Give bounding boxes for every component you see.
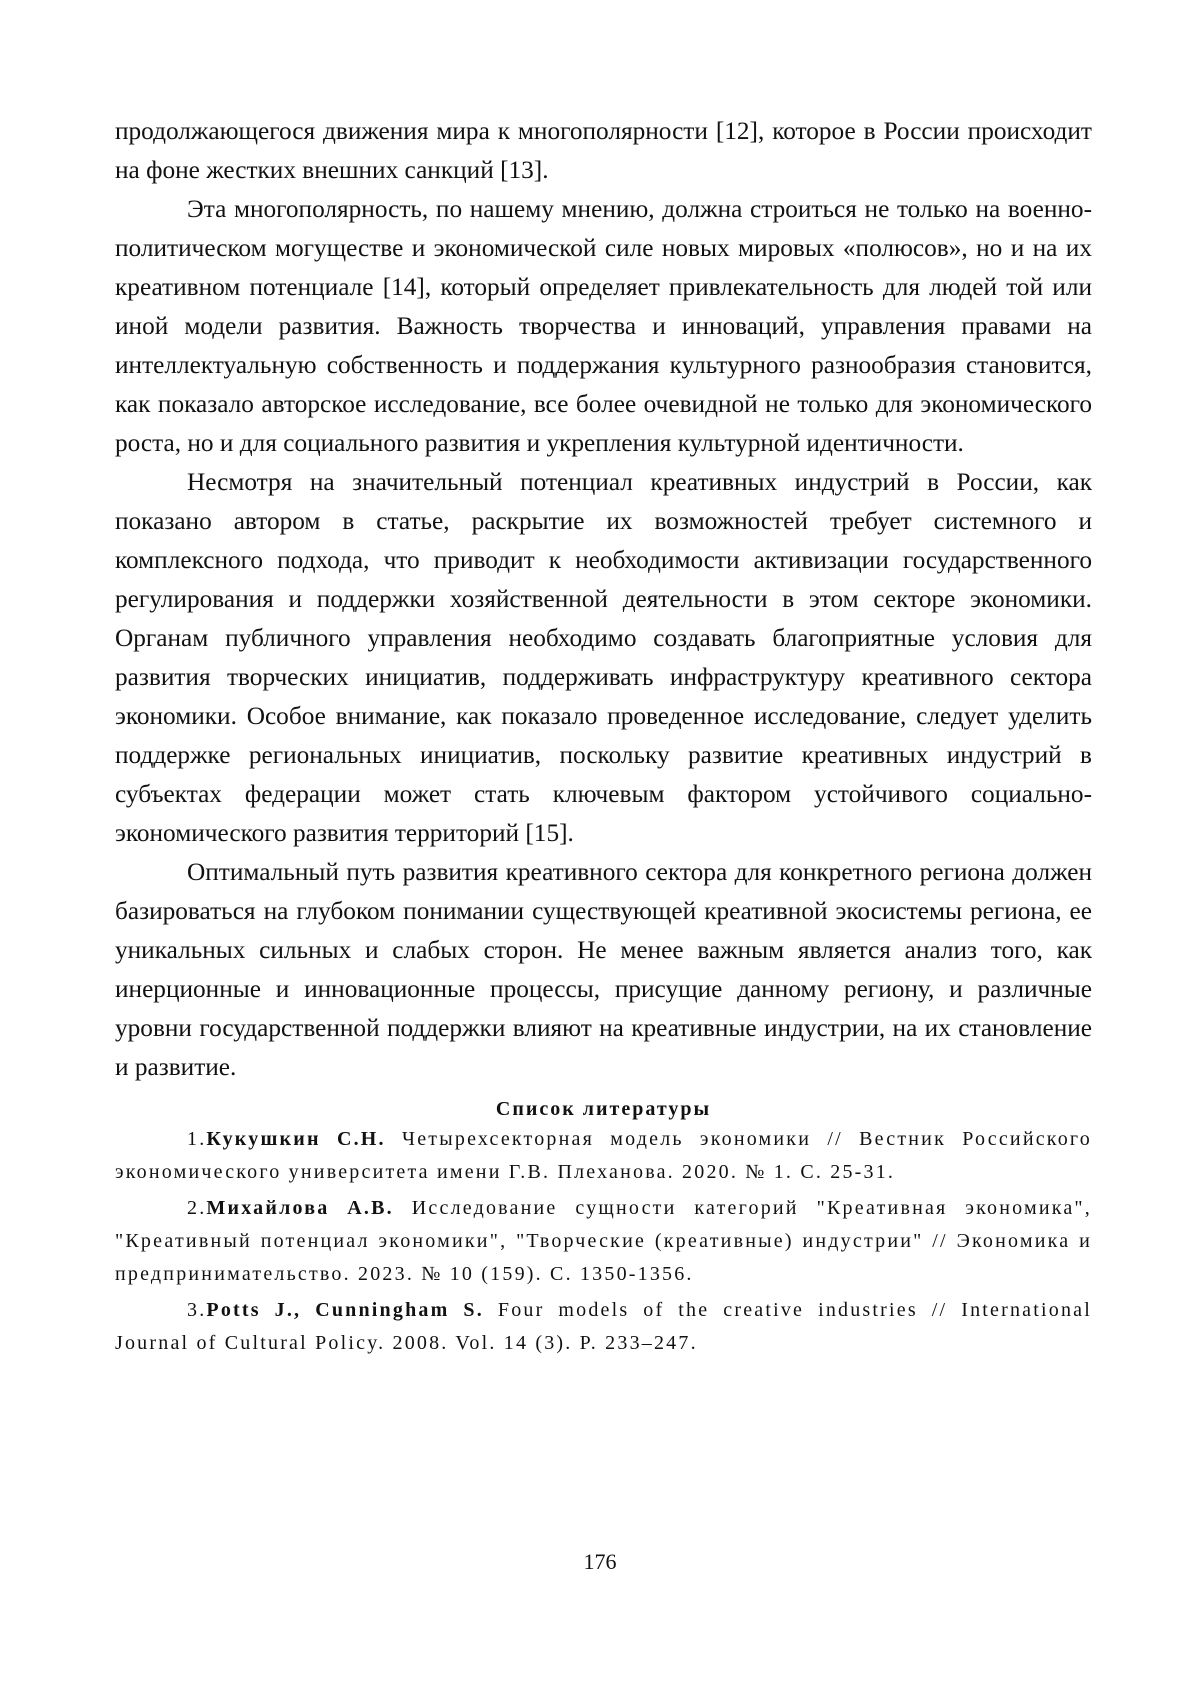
body-paragraph-2: Эта многополярность, по нашему мнению, должна строиться не только на военно-политическом могуществе и экономической силе новых мировых «полюсов», но и на их креативном потенциале [14], который определяет привлекательность для людей той или иной модели развития. Важность творчества и инноваций, управления правами на интеллектуальную собственность и поддержания культурного разнообразия становится, как показало авторское исследование, все более очевидной не только для экономического роста, но и для социального развития и укрепления культурной идентичности. [115,195,1092,457]
reference-authors: Кукушкин С.Н. [206,1128,386,1150]
reference-item-3 [115,1294,1092,1360]
body-paragraph-4: Оптимальный путь развития креативного сектора для конкретного региона должен базироваться на глубоком понимании существующей креативной экосистемы региона, ее уникальных сильных и слабых сторон. Не менее важным является анализ того, как инерционные и инновационные процессы, присущие данному региону, и различные уровни государственной поддержки влияют на креативные индустрии, на их становление и развитие. [115,858,1092,1081]
reference-number: 2. [187,1197,207,1219]
reference-number: 3. [187,1299,207,1321]
body-paragraph-1: продолжающегося движения мира к многополярности [12], которое в России происходит на фоне жестких внешних санкций [13]. [115,117,1092,184]
page-number: 176 [583,1549,617,1574]
body-paragraph-3: Несмотря на значительный потенциал креативных индустрий в России, как показано автором в статье, раскрытие их возможностей требует системного и комплексного подхода, что приводит к необходимости активизации государственного регулирования и поддержки хозяйственной деятельности в этом секторе экономики. Органам публичного управления необходимо создавать благоприятные условия для развития творческих инициатив, поддерживать инфраструктуру креативного сектора экономики. Особое внимание, как показало проведенное исследование, следует уделить поддержке региональных инициатив, поскольку развитие креативных индустрий в субъектах федерации может стать ключевым фактором устойчивого социально-экономического развития территорий [15]. [115,468,1092,847]
reference-authors: Михайлова А.В. [206,1197,394,1219]
reference-item-2 [115,1192,1092,1291]
reference-text: Исследование сущности категорий "Креативная экономика", "Креативный потенциал экономики", "Творческие (креативные) индустрии" // Экономика и предпринимательство. 2023. № 10 (159). С. 1350-1356. [115,1197,1092,1285]
reference-authors: Potts J., Cunningham S. [206,1299,484,1321]
reference-text: Четырехсекторная модель экономики // Вестник Российского экономического университета имени Г.В. Плеханова. 2020. № 1. С. 25-31. [115,1128,1092,1183]
document-page [115,112,1092,1360]
references-heading: Список литературы [495,1098,712,1120]
reference-item-1 [115,1123,1092,1189]
reference-number: 1. [187,1128,207,1150]
reference-text: Four models of the creative industries // International Journal of Cultural Policy. 2008. Vol. 14 (3). P. 233–247. [115,1299,1092,1354]
